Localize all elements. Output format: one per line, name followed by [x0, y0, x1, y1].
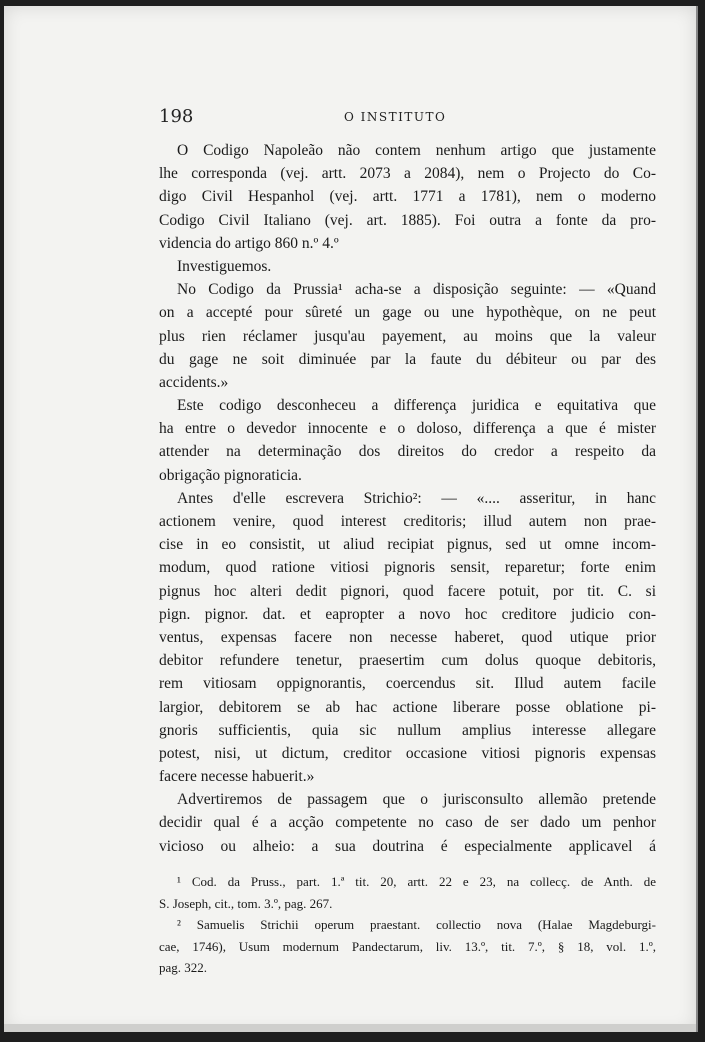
- text-line: digo Civil Hespanhol (vej. artt. 1771 a 1781), nem o moderno: [159, 188, 656, 206]
- footnote-line: ¹ Cod. da Pruss., part. 1.ª tit. 20, artt. 22 e 23, na collecç. de Anth. de: [177, 874, 656, 889]
- text-line: Codigo Civil Italiano (vej. art. 1885). Foi outra a fonte da pro-: [159, 211, 656, 229]
- text-line: attender na determinação dos direitos do credor a respeito da: [159, 443, 656, 461]
- text-line: on a accepté pour sûreté un gage ou une hypothèque, on ne peut: [159, 304, 656, 322]
- text-line: videncia do artigo 860 n.º 4.º: [159, 234, 339, 252]
- text-line: Advertiremos de passagem que o jurisconsulto allemão pretende: [177, 791, 656, 809]
- footnote-line: cae, 1746), Usum modernum Pandectarum, liv. 13.º, tit. 7.º, § 18, vol. 1.º,: [159, 938, 656, 954]
- text-line: lhe corresponda (vej. artt. 2073 a 2084), nem o Projecto do Co-: [159, 165, 656, 183]
- text-line: plus rien réclamer jusqu'au payement, au moins que la valeur: [159, 327, 656, 345]
- text-line: Antes d'elle escrevera Strichio²: — «.... asseritur, in hanc: [177, 489, 656, 507]
- running-title: O INSTITUTO: [344, 110, 447, 124]
- text-line: obrigação pignoraticia.: [159, 466, 302, 484]
- footnote-line: pag. 322.: [159, 960, 208, 975]
- text-line: du gage ne soit diminuée par la faute du débiteur ou par des: [159, 350, 656, 368]
- text-line: potest, nisi, ut dictum, creditor occasione vitiosi pignoris expensas: [159, 744, 656, 762]
- text-line: rem vitiosam oppignorantis, coercendus sit. Illud autem facile: [159, 675, 656, 693]
- main-text: [159, 139, 656, 858]
- book-page: [4, 6, 698, 1032]
- text-line: Investiguemos.: [177, 257, 272, 275]
- text-line: actionem venire, quod interest creditoris; illud autem non prae-: [159, 513, 656, 530]
- text-line: O Codigo Napoleão não contem nenhum artigo que justamente: [177, 142, 656, 159]
- text-line: facere necesse habuerit.»: [159, 768, 315, 786]
- text-line: pign. pignor. dat. et eapropter a novo hoc creditore judicio con-: [159, 605, 656, 623]
- text-line: ventus, expensas facere non necesse haberet, quod utique prior: [159, 628, 656, 646]
- text-line: largior, debitorem se ab hac actione liberare posse oblatione pi-: [159, 698, 656, 716]
- footnote-line: S. Joseph, cit., tom. 3.º, pag. 267.: [159, 895, 333, 911]
- text-line: gnoris sufficientis, quia sic nullum amplius interesse allegare: [159, 721, 656, 739]
- page-number: 198: [159, 106, 194, 127]
- text-line: debitor refundere tenetur, praesertim cum dolus quoque debitoris,: [159, 652, 656, 670]
- page-edge: [4, 1024, 696, 1032]
- text-line: cise in eo consistit, ut aliud recipiat pignus, sed ut omne incom-: [159, 536, 656, 554]
- footnote-line: ² Samuelis Strichii operum praestant. collectio nova (Halae Magdeburgi-: [177, 917, 656, 932]
- text-line: pignus hoc alteri dedit pignori, quod facere potuit, por tit. C. si: [159, 582, 656, 600]
- page-header: [159, 106, 656, 130]
- text-line: Este codigo desconheceu a differença juridica e equitativa que: [177, 397, 656, 415]
- text-line: modum, quod ratione vitiosi pignoris sensit, reparetur; forte enim: [159, 559, 656, 577]
- text-line: vicioso ou alheio: a sua doutrina é especialmente applicavel á: [159, 837, 656, 855]
- text-line: No Codigo da Prussia¹ acha-se a disposição seguinte: — «Quand: [177, 281, 656, 299]
- footnotes: [159, 871, 656, 979]
- text-line: ha entre o devedor innocente e o doloso, differença a que é mister: [159, 420, 656, 438]
- text-line: decidir qual é a acção competente no caso de ser dado um penhor: [159, 814, 656, 832]
- text-line: accidents.»: [159, 373, 229, 391]
